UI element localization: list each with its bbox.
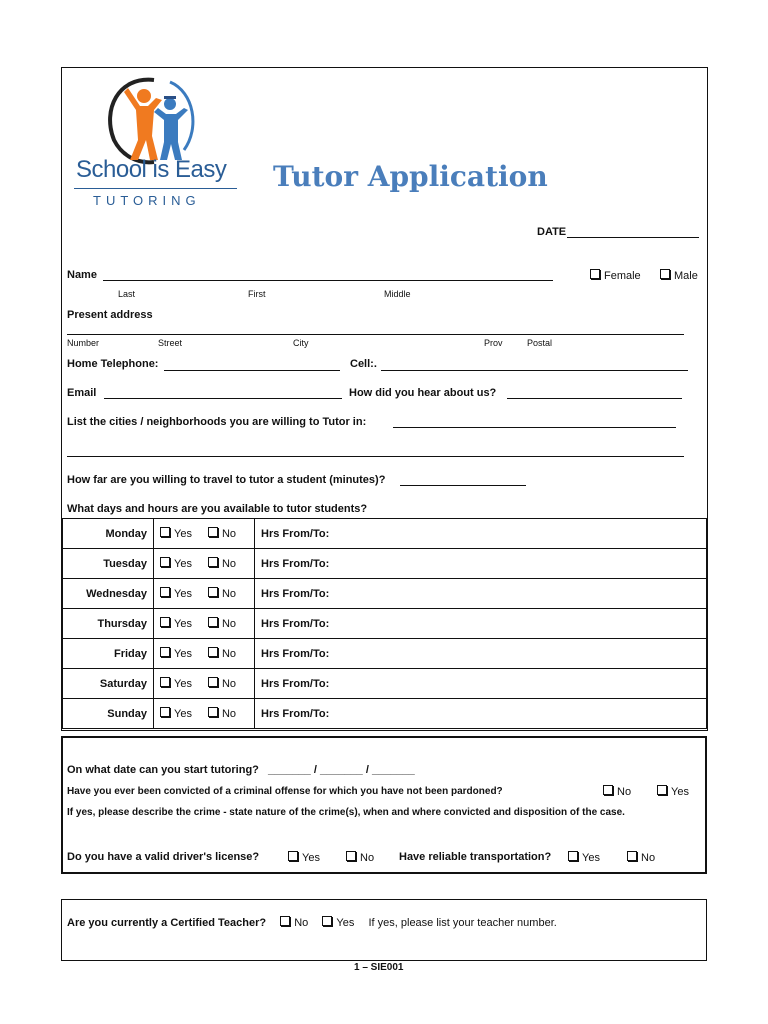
license-label: Do you have a valid driver's license?	[67, 851, 260, 863]
certified-yes-checkbox[interactable]	[322, 916, 332, 926]
name-sub-last: Last	[118, 289, 136, 299]
day-yes-option[interactable]: Yes	[160, 678, 192, 690]
cities-label: List the cities / neighborhoods you are willing to Tutor in:	[67, 416, 367, 428]
female-checkbox[interactable]	[590, 269, 600, 279]
day-yes-checkbox[interactable]	[160, 527, 170, 537]
yes-no-cell	[154, 609, 255, 639]
heard-label: How did you hear about us?	[349, 387, 497, 399]
cities-field[interactable]	[393, 427, 676, 428]
day-label: Monday	[63, 519, 154, 549]
hours-cell[interactable]: Hrs From/To:	[255, 579, 707, 609]
day-label: Wednesday	[63, 579, 154, 609]
email-field[interactable]	[104, 398, 342, 399]
day-yes-option[interactable]: Yes	[160, 528, 192, 540]
day-no-option[interactable]: No	[208, 708, 236, 720]
hours-cell[interactable]: Hrs From/To:	[255, 699, 707, 729]
availability-table	[62, 518, 707, 729]
license-yes-checkbox[interactable]	[288, 851, 298, 861]
transport-yes-option[interactable]: Yes	[568, 851, 600, 864]
address-label: Present address	[67, 309, 153, 321]
license-no-checkbox[interactable]	[346, 851, 356, 861]
availability-row	[63, 579, 707, 609]
day-no-option[interactable]: No	[208, 618, 236, 630]
day-yes-checkbox[interactable]	[160, 647, 170, 657]
day-no-checkbox[interactable]	[208, 587, 218, 597]
female-option[interactable]: Female	[590, 269, 641, 282]
day-yes-option[interactable]: Yes	[160, 708, 192, 720]
day-label: Friday	[63, 639, 154, 669]
convicted-no-checkbox[interactable]	[603, 785, 613, 795]
day-yes-checkbox[interactable]	[160, 677, 170, 687]
yes-no-cell	[154, 669, 255, 699]
address-field[interactable]	[67, 334, 684, 335]
logo-tagline: TUTORING	[93, 193, 201, 208]
page-footer: 1 – SIE001	[354, 962, 404, 973]
logo-name: School is Easy	[76, 156, 227, 183]
availability-row	[63, 699, 707, 729]
day-no-checkbox[interactable]	[208, 707, 218, 717]
yes-no-cell	[154, 639, 255, 669]
day-no-option[interactable]: No	[208, 648, 236, 660]
day-no-checkbox[interactable]	[208, 617, 218, 627]
home-phone-field[interactable]	[164, 370, 340, 371]
day-no-checkbox[interactable]	[208, 527, 218, 537]
hours-cell[interactable]: Hrs From/To:	[255, 549, 707, 579]
availability-row	[63, 519, 707, 549]
hours-cell[interactable]: Hrs From/To:	[255, 609, 707, 639]
day-no-checkbox[interactable]	[208, 557, 218, 567]
male-checkbox[interactable]	[660, 269, 670, 279]
convicted-label: Have you ever been convicted of a criminal offense for which you have not been pardoned?	[67, 786, 503, 797]
describe-label: If yes, please describe the crime - state nature of the crime(s), when and where convicted and disposition of the case.	[67, 807, 625, 818]
transport-label: Have reliable transportation?	[399, 851, 552, 863]
address-sub-street: Street	[158, 338, 183, 348]
name-sub-first: First	[248, 289, 266, 299]
day-label: Sunday	[63, 699, 154, 729]
yes-no-cell	[154, 579, 255, 609]
availability-row	[63, 639, 707, 669]
day-no-checkbox[interactable]	[208, 677, 218, 687]
transport-yes-checkbox[interactable]	[568, 851, 578, 861]
certified-label: Are you currently a Certified Teacher?	[67, 917, 267, 929]
availability-row	[63, 549, 707, 579]
transport-no-option[interactable]: No	[627, 851, 655, 864]
transport-no-checkbox[interactable]	[627, 851, 637, 861]
day-no-option[interactable]: No	[208, 558, 236, 570]
yes-no-cell	[154, 519, 255, 549]
availability-label: What days and hours are you available to tutor students?	[67, 503, 368, 515]
day-yes-option[interactable]: Yes	[160, 558, 192, 570]
day-label: Thursday	[63, 609, 154, 639]
certification-section	[61, 899, 707, 961]
availability-row	[63, 609, 707, 639]
day-yes-option[interactable]: Yes	[160, 648, 192, 660]
yes-no-cell	[154, 699, 255, 729]
home-phone-label: Home Telephone:	[67, 358, 159, 370]
certified-no-option[interactable]: No	[280, 917, 308, 929]
name-label: Name	[67, 269, 97, 281]
name-sub-middle: Middle	[384, 289, 411, 299]
license-no-option[interactable]: No	[346, 851, 374, 864]
convicted-yes-checkbox[interactable]	[657, 785, 667, 795]
day-yes-option[interactable]: Yes	[160, 618, 192, 630]
address-sub-postal: Postal	[527, 338, 553, 348]
convicted-yes-option[interactable]: Yes	[657, 785, 689, 798]
day-label: Tuesday	[63, 549, 154, 579]
page-title: Tutor Application	[273, 160, 548, 193]
day-no-option[interactable]: No	[208, 528, 236, 540]
hours-cell[interactable]: Hrs From/To:	[255, 669, 707, 699]
travel-label: How far are you willing to travel to tutor a student (minutes)?	[67, 474, 386, 486]
day-yes-option[interactable]: Yes	[160, 588, 192, 600]
cell-label: Cell:.	[350, 358, 377, 370]
convicted-no-option[interactable]: No	[603, 785, 631, 798]
address-sub-city: City	[293, 338, 309, 348]
email-label: Email	[67, 387, 97, 399]
start-date-label: On what date can you start tutoring? _______ / _______ / _______	[67, 764, 415, 776]
day-yes-checkbox[interactable]	[160, 587, 170, 597]
travel-field[interactable]	[400, 485, 526, 486]
hours-cell[interactable]: Hrs From/To:	[255, 639, 707, 669]
name-field[interactable]	[103, 280, 553, 281]
start-date-field[interactable]: _______ / _______ / _______	[267, 764, 415, 776]
heard-field[interactable]	[507, 398, 682, 399]
certified-row	[67, 916, 557, 929]
day-yes-checkbox[interactable]	[160, 557, 170, 567]
address-sub-number: Number	[67, 338, 100, 348]
day-label: Saturday	[63, 669, 154, 699]
certified-yes-option[interactable]: Yes	[322, 917, 354, 929]
yes-no-cell	[154, 549, 255, 579]
day-no-checkbox[interactable]	[208, 647, 218, 657]
day-yes-checkbox[interactable]	[160, 617, 170, 627]
address-sub-prov: Prov	[484, 338, 503, 348]
day-no-option[interactable]: No	[208, 678, 236, 690]
day-yes-checkbox[interactable]	[160, 707, 170, 717]
certified-no-checkbox[interactable]	[280, 916, 290, 926]
date-label: DATE	[537, 226, 567, 238]
license-yes-option[interactable]: Yes	[288, 851, 320, 864]
availability-row	[63, 669, 707, 699]
hours-cell[interactable]: Hrs From/To:	[255, 519, 707, 549]
cities-field-line2[interactable]	[67, 456, 684, 457]
cell-field[interactable]	[381, 370, 688, 371]
certified-note: If yes, please list your teacher number.	[368, 917, 557, 929]
day-no-option[interactable]: No	[208, 588, 236, 600]
logo-divider	[74, 188, 237, 189]
date-field[interactable]	[567, 237, 699, 238]
male-option[interactable]: Male	[660, 269, 698, 282]
